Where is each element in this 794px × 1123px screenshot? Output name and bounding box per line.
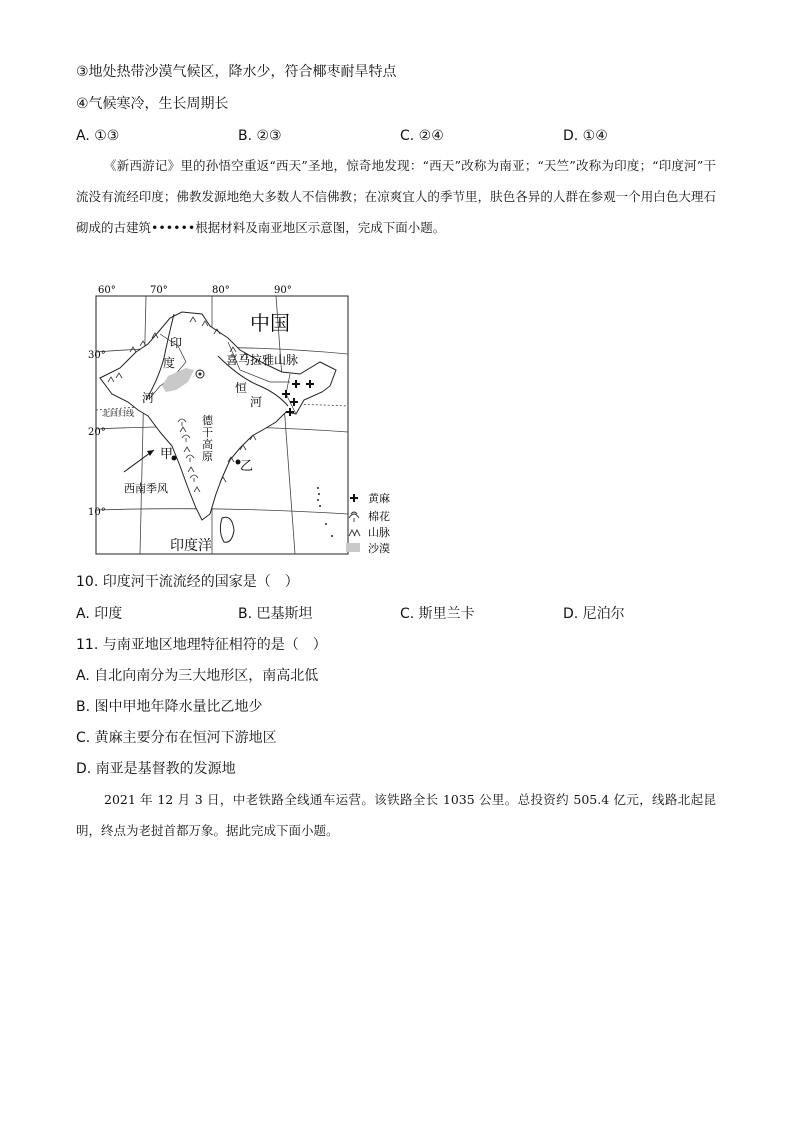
legend-mountain-label: 山脉 <box>368 526 390 539</box>
capital-marker-dot <box>199 373 202 376</box>
indus-label-1: 印 <box>170 336 183 350</box>
map-legend <box>346 491 390 555</box>
q10-choice-b: B. 巴基斯坦 <box>238 606 313 622</box>
svg-text:原: 原 <box>202 450 213 463</box>
deccan-label <box>202 414 214 463</box>
lon-label-60: 60° <box>98 285 116 296</box>
prev-choice-a: A. ①③ <box>76 128 120 144</box>
q11-choice-d: D. 南亚是基督教的发源地 <box>76 761 236 777</box>
sri-lanka-island <box>220 517 234 542</box>
svg-text:德: 德 <box>202 414 213 427</box>
point-yi-label: 乙 <box>240 459 254 474</box>
q10-choice-a: A. 印度 <box>76 606 123 622</box>
legend-desert-label: 沙漠 <box>368 542 390 555</box>
q11-choice-a: A. 自北向南分为三大地形区，南高北低 <box>76 668 319 684</box>
prev-choice-d: D. ①④ <box>563 128 608 144</box>
prev-option-3: ③地处热带沙漠气候区，降水少，符合椰枣耐旱特点 <box>76 64 397 80</box>
q11-choice-b: B. 图中甲地年降水量比乙地少 <box>76 699 263 715</box>
q10-choice-c: C. 斯里兰卡 <box>400 606 475 622</box>
lat-label-10: 10° <box>88 507 106 518</box>
passage-china-laos-railway: 2021 年 12 月 3 日，中老铁路全线通车运营。该铁路全长 1035 公里。总投资约 505.4 亿元，线路北起昆明，终点为老挝首都万象。据此完成下面小题。 <box>76 792 716 838</box>
point-jia-label: 甲 <box>160 447 174 462</box>
lat-label-30: 30° <box>88 350 106 361</box>
south-asia-map <box>90 282 400 558</box>
mountain-icon <box>349 530 360 536</box>
q10-choice-d: D. 尼泊尔 <box>563 606 625 622</box>
svg-text:高: 高 <box>202 438 213 451</box>
monsoon-arrow-head <box>147 450 154 456</box>
passage-new-journey-west: 《新西游记》里的孙悟空重返“西天”圣地，惊奇地发现：“西天”改称为南亚；“天竺”改称为印度；“印度河”干流没有流经印度；佛教发源地绝大多数人不信佛教；在凉爽宜人的季节里，肤色各异的人群在参观一个用白色大理石砌成的古建筑••••••根据材料及南亚地区示意图，完成下面小题。 <box>76 158 716 235</box>
lon-label-90: 90° <box>274 285 292 296</box>
china-label: 中国 <box>250 311 290 335</box>
jute-icon <box>350 494 358 502</box>
indus-label-3: 河 <box>142 391 155 405</box>
prev-choice-b: B. ②③ <box>238 128 282 144</box>
prev-option-4: ④气候寒冷，生长周期长 <box>76 96 229 112</box>
himalaya-label: 喜马拉雅山脉 <box>226 353 299 367</box>
legend-jute-label: 黄麻 <box>368 492 390 505</box>
lat-label-20: 20° <box>88 427 106 438</box>
q11-stem: 11. 与南亚地区地理特征相符的是（ ） <box>76 637 327 653</box>
ganges-label-1: 恒 <box>235 381 248 395</box>
tropic-label: 北回归线 <box>102 409 134 418</box>
legend-cotton-label: 棉花 <box>368 510 390 523</box>
cotton-icon <box>349 512 359 522</box>
ocean-label: 印度洋 <box>170 538 212 554</box>
lon-label-80: 80° <box>212 285 230 296</box>
indus-label-2: 度 <box>163 356 176 370</box>
q10-stem: 10. 印度河干流流经的国家是（ ） <box>76 574 299 590</box>
ganges-label-2: 河 <box>250 395 263 409</box>
monsoon-label: 西南季风 <box>124 482 168 495</box>
prev-choice-c: C. ②④ <box>400 128 444 144</box>
svg-text:干: 干 <box>202 426 213 439</box>
lon-label-70: 70° <box>150 285 168 296</box>
desert-icon <box>346 543 360 552</box>
q11-choice-c: C. 黄麻主要分布在恒河下游地区 <box>76 730 277 746</box>
